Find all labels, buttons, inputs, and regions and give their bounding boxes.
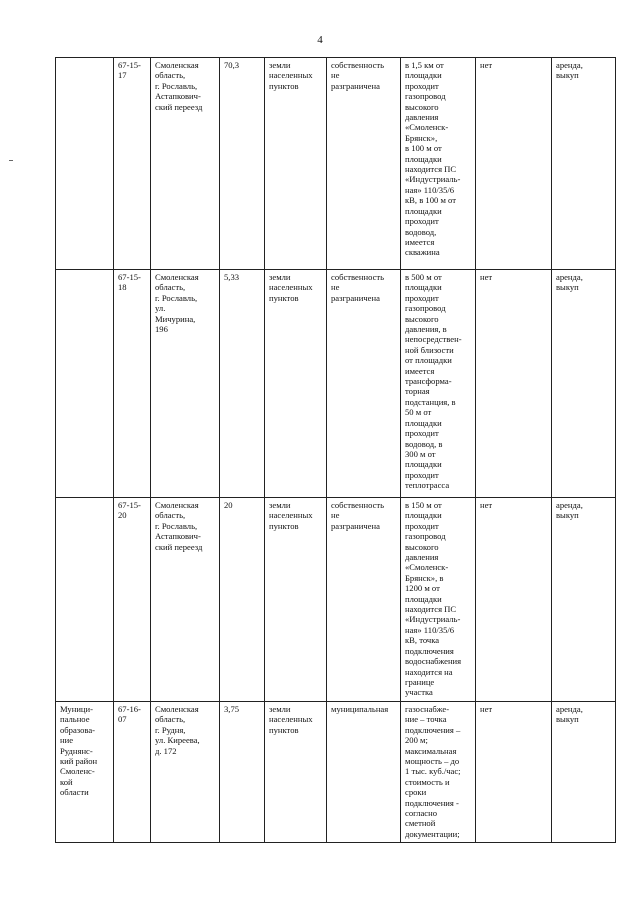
plot-code-cell (114, 702, 151, 843)
text-line: стоимость и (405, 776, 450, 787)
text-line: Руднянс- (60, 745, 93, 756)
text-line: проходит (405, 216, 439, 227)
text-line: выкуп (556, 510, 579, 521)
text-line: ский переезд (155, 101, 203, 112)
text-line: имеется (405, 365, 435, 376)
text-line: пунктов (269, 724, 299, 735)
terms-cell (552, 498, 616, 702)
text-line: д. 172 (155, 745, 177, 756)
text-line: водовод, в (405, 438, 443, 449)
text-line: находится на (405, 666, 453, 677)
text-line: г. Рославль, (155, 520, 198, 531)
text-line: муниципальная (331, 704, 389, 714)
text-line: 07 (118, 714, 127, 725)
text-line: сметной (405, 818, 436, 829)
text-line: разграничена (331, 520, 380, 531)
text-line: г. Рудня, (155, 724, 186, 735)
ownership-cell (327, 58, 401, 270)
text-line: Смоленская (155, 704, 199, 714)
terms-cell (552, 270, 616, 498)
text-line: земли (269, 704, 291, 714)
text-line: кВ, точка (405, 635, 440, 646)
text-line: Смоленская (155, 500, 199, 510)
text-line: трансформа- (405, 376, 452, 387)
text-line: земли (269, 272, 291, 282)
text-line: Брянск», (405, 132, 438, 143)
text-line: площадки (405, 282, 442, 293)
text-line: собственность (331, 500, 385, 510)
text-line: водовод, (405, 226, 437, 237)
text-line: населенных (269, 282, 313, 293)
text-line: не (331, 70, 340, 81)
ownership-cell (327, 270, 401, 498)
text-line: подключения - (405, 797, 459, 808)
municipality-cell (56, 270, 114, 498)
text-line: скважина (405, 247, 440, 258)
encumbrance-cell: нет (476, 58, 552, 270)
municipality-cell (56, 58, 114, 270)
text-line: проходит (405, 292, 439, 303)
text-line: высокого (405, 101, 439, 112)
text-line: ние – точка (405, 714, 447, 725)
text-line: 67-16- (118, 704, 141, 714)
text-line: выкуп (556, 70, 579, 81)
text-line: площадки (405, 153, 442, 164)
text-line: «Индустриаль- (405, 614, 461, 625)
table-row (56, 58, 616, 270)
text-line: область, (155, 70, 186, 81)
ownership-cell (327, 702, 401, 843)
address-cell (151, 498, 220, 702)
text-line: площадки (405, 593, 442, 604)
text-line: подключения (405, 645, 454, 656)
text-line: 196 (155, 324, 168, 335)
text-line: 67-15- (118, 60, 141, 70)
text-line: собственность (331, 272, 385, 282)
text-line: газопровод (405, 303, 446, 314)
text-line: пунктов (269, 520, 299, 531)
text-line: области (60, 787, 89, 798)
text-line: Астапкович- (155, 531, 201, 542)
text-line: от площадки (405, 355, 452, 366)
text-line: документации; (405, 828, 460, 839)
text-line: в 100 м от (405, 143, 442, 154)
area-cell: 70,3 (220, 58, 265, 270)
text-line: Мичурина, (155, 313, 196, 324)
text-line: пальное (60, 714, 90, 725)
text-line: область, (155, 714, 186, 725)
text-line: разграничена (331, 80, 380, 91)
text-line: аренда, (556, 272, 583, 282)
text-line: г. Рославль, (155, 80, 198, 91)
text-line: пунктов (269, 292, 299, 303)
text-line: населенных (269, 510, 313, 521)
text-line: высокого (405, 313, 439, 324)
text-line: г. Рославль, (155, 292, 198, 303)
text-line: теплотрасса (405, 480, 450, 491)
text-line: «Индустриаль- (405, 174, 461, 185)
text-line: согласно (405, 808, 438, 819)
address-cell (151, 702, 220, 843)
terms-cell (552, 702, 616, 843)
text-line: Смоленс- (60, 766, 95, 777)
text-line: находится ПС (405, 164, 457, 175)
ownership-cell (327, 498, 401, 702)
text-line: 67-15- (118, 500, 141, 510)
text-line: аренда, (556, 60, 583, 70)
text-line: выкуп (556, 282, 579, 293)
land-category-cell (265, 498, 327, 702)
text-line: собственность (331, 60, 385, 70)
text-line: кий район (60, 756, 98, 767)
text-line: площадки (405, 70, 442, 81)
text-line: кой (60, 776, 73, 787)
text-line: кВ, в 100 м от (405, 195, 456, 206)
plot-code-cell (114, 498, 151, 702)
text-line: давления, в (405, 324, 447, 335)
text-line: водоснабжения (405, 656, 462, 667)
text-line: Астапкович- (155, 91, 201, 102)
land-plots-table (55, 57, 616, 843)
land-category-cell (265, 58, 327, 270)
land-category-cell (265, 270, 327, 498)
infrastructure-cell (401, 702, 476, 843)
table-body (56, 58, 616, 843)
text-line: границе (405, 676, 435, 687)
text-line: ной близости (405, 344, 454, 355)
text-line: ная» 110/35/6 (405, 624, 455, 635)
text-line: мощность – до (405, 756, 460, 767)
text-line: площадки (405, 417, 442, 428)
text-line: высокого (405, 541, 439, 552)
text-line: торная (405, 386, 430, 397)
land-category-cell (265, 702, 327, 843)
text-line: аренда, (556, 500, 583, 510)
text-line: ский переезд (155, 541, 203, 552)
text-line: ул. (155, 303, 166, 314)
plot-code-cell (114, 270, 151, 498)
infrastructure-cell (401, 498, 476, 702)
text-line: не (331, 510, 340, 521)
text-line: область, (155, 510, 186, 521)
text-line: в 1,5 км от (405, 60, 444, 70)
text-line: 67-15- (118, 272, 141, 282)
text-line: Смоленская (155, 272, 199, 282)
text-line: земли (269, 500, 291, 510)
text-line: проходит (405, 428, 439, 439)
text-line: давления (405, 112, 439, 123)
text-line: максимальная (405, 745, 457, 756)
text-line: в 500 м от (405, 272, 442, 282)
text-line: непосредствен- (405, 334, 462, 345)
text-line: разграничена (331, 292, 380, 303)
text-line: 20 (118, 510, 127, 521)
text-line: аренда, (556, 704, 583, 714)
text-line: площадки (405, 205, 442, 216)
table-row (56, 498, 616, 702)
text-line: проходит (405, 80, 439, 91)
text-line: площадки (405, 510, 442, 521)
text-line: 200 м; (405, 735, 428, 746)
page-number: 4 (317, 34, 323, 46)
infrastructure-cell (401, 58, 476, 270)
text-line: сроки (405, 787, 427, 798)
area-cell: 5,33 (220, 270, 265, 498)
terms-cell (552, 58, 616, 270)
text-line: газопровод (405, 91, 446, 102)
text-line: 18 (118, 282, 127, 293)
text-line: подстанция, в (405, 396, 456, 407)
text-line: пунктов (269, 80, 299, 91)
text-line: населенных (269, 70, 313, 81)
encumbrance-cell: нет (476, 498, 552, 702)
text-line: Муници- (60, 704, 93, 714)
text-line: земли (269, 60, 291, 70)
text-line: 300 м от (405, 448, 436, 459)
area-cell: 20 (220, 498, 265, 702)
text-line: проходит (405, 469, 439, 480)
text-line: не (331, 282, 340, 293)
text-line: «Смоленск- (405, 562, 449, 573)
text-line: выкуп (556, 714, 579, 725)
margin-mark (9, 160, 13, 161)
text-line: газопровод (405, 531, 446, 542)
text-line: в 150 м от (405, 500, 442, 510)
text-line: ние (60, 735, 74, 746)
text-line: 50 м от (405, 407, 432, 418)
text-line: находится ПС (405, 604, 457, 615)
plot-code-cell (114, 58, 151, 270)
text-line: участка (405, 687, 433, 698)
text-line: давления (405, 552, 439, 563)
text-line: имеется (405, 236, 435, 247)
text-line: Брянск», в (405, 572, 444, 583)
address-cell (151, 58, 220, 270)
text-line: 1 тыс. куб./час; (405, 766, 461, 777)
text-line: 1200 м от (405, 583, 440, 594)
text-line: газоснабже- (405, 704, 450, 714)
text-line: «Смоленск- (405, 122, 449, 133)
address-cell (151, 270, 220, 498)
text-line: ная» 110/35/6 (405, 184, 455, 195)
table-row (56, 270, 616, 498)
area-cell: 3,75 (220, 702, 265, 843)
text-line: ул. Киреева, (155, 735, 200, 746)
encumbrance-cell: нет (476, 702, 552, 843)
text-line: населенных (269, 714, 313, 725)
text-line: 17 (118, 70, 127, 81)
infrastructure-cell (401, 270, 476, 498)
municipality-cell (56, 702, 114, 843)
text-line: Смоленская (155, 60, 199, 70)
text-line: образова- (60, 724, 96, 735)
municipality-cell (56, 498, 114, 702)
encumbrance-cell: нет (476, 270, 552, 498)
table-row (56, 702, 616, 843)
text-line: площадки (405, 459, 442, 470)
text-line: проходит (405, 520, 439, 531)
text-line: подключения – (405, 724, 461, 735)
text-line: область, (155, 282, 186, 293)
